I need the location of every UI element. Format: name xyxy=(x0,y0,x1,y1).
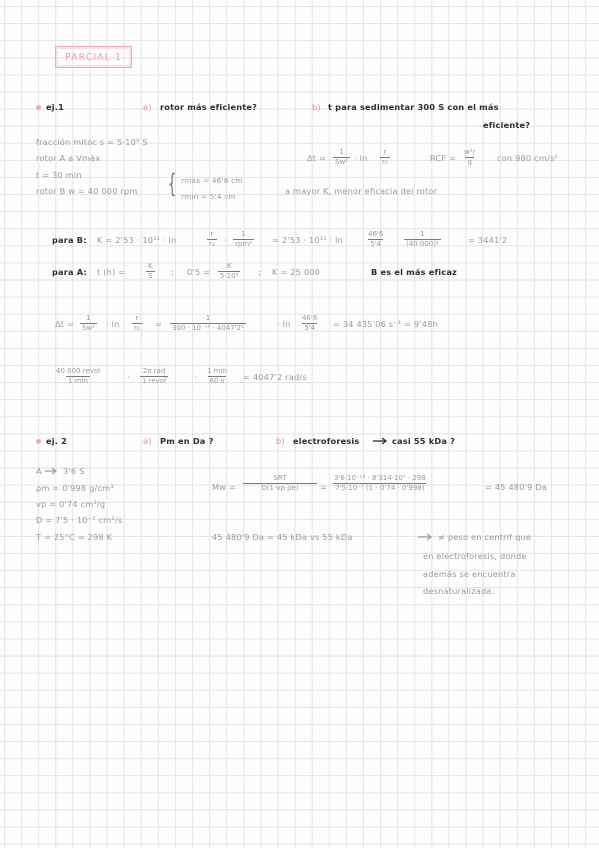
conv-result: = 4047'2 rad/s xyxy=(243,372,307,382)
equals: = xyxy=(155,319,163,329)
dot-operator: · xyxy=(223,235,226,245)
ex1-label: ej.1 xyxy=(46,102,64,112)
numerator: 46'6 xyxy=(302,314,318,322)
denominator: 300 · 10⁻¹³ · 4047'2² xyxy=(172,324,244,332)
data-line: ρm = 0'998 g/cm³ xyxy=(36,483,114,493)
para-a-expr3: K = 25 000 xyxy=(272,267,321,277)
para-a-label: para A: xyxy=(52,267,87,277)
ex2-a-letter: a) xyxy=(143,436,152,446)
para-a-expr1: t (h) = xyxy=(97,267,126,277)
data-line: 3'6 S xyxy=(63,466,85,476)
denominator: rpm² xyxy=(235,240,252,248)
para-a-expr2: 0'5 = xyxy=(187,267,211,277)
denominator: r₀ xyxy=(209,240,215,248)
mw-result: = 45 480'9 Da xyxy=(485,482,548,492)
data-line: D = 7'5 · 10⁻⁷ cm²/s xyxy=(36,515,123,525)
comparison-line: además se encuentra xyxy=(423,569,516,579)
ex2-a-question: Pm en Da ? xyxy=(160,436,214,446)
data-line: rotor B w = 40 000 rpm xyxy=(36,186,138,196)
data-line: A xyxy=(36,466,42,476)
numerator: SRT xyxy=(273,474,287,482)
para-b-expr: K = 2'53 · 10¹¹ · ln xyxy=(97,235,177,245)
fraction xyxy=(332,474,428,493)
delta-result: = 34 435'06 s⁻¹ = 9'48h xyxy=(333,319,438,329)
comparison-line: en electroforesis, donde xyxy=(423,551,527,561)
denominator: D(1-vp·ρe) xyxy=(243,483,317,493)
numerator: r xyxy=(210,230,214,238)
denominator: 5'4 xyxy=(370,240,382,248)
denominator: 5'4 xyxy=(304,324,316,332)
rcf-lhs: RCF = xyxy=(430,153,457,163)
ex1-a-question: rotor más eficiente? xyxy=(160,102,258,112)
fraction xyxy=(146,262,155,281)
equals: = xyxy=(320,482,328,492)
denominator: 5·10⁹ xyxy=(220,272,239,280)
comparison-tail: ≠ peso en centrif que xyxy=(438,532,532,542)
fraction xyxy=(205,367,229,386)
numerator: r xyxy=(135,314,139,322)
denominator: Sw² xyxy=(82,324,95,332)
comparison-text: 45 480'9 Da = 45 kDa vs 55 kDa xyxy=(212,532,353,542)
fraction xyxy=(380,148,390,167)
numerator: 40 000 revol xyxy=(56,367,101,375)
data-line: fracción mitoc s = 5·10⁹ S xyxy=(36,137,148,147)
data-line: vp = 0'74 cm³/g xyxy=(36,499,106,509)
ex1-a-letter: a) xyxy=(143,102,152,112)
fraction xyxy=(54,367,102,386)
denominator: 7'5·10⁻⁷ (1 - 0'74 · 0'998) xyxy=(335,484,425,492)
denominator: Sw² xyxy=(335,158,348,166)
data-line: T = 25°C = 298 K xyxy=(36,532,113,542)
formula-lhs: Δt = xyxy=(307,153,327,163)
fraction xyxy=(207,230,217,249)
numerator: 3'6·10⁻¹³ · 8'314·10⁷ · 298 xyxy=(334,474,426,482)
denominator: r₀ xyxy=(382,158,388,166)
conclusion-text: a mayor K, menor eficacia del rotor xyxy=(285,186,438,196)
fraction xyxy=(404,230,441,249)
mw-lhs: Mw = xyxy=(212,482,237,492)
numerator: 46'6 xyxy=(368,230,384,238)
numerator: K xyxy=(148,262,153,270)
numerator: w²r xyxy=(464,148,476,156)
para-a-conclusion: B es el más eficaz xyxy=(371,267,458,277)
fraction xyxy=(233,230,254,249)
fraction xyxy=(366,230,385,249)
fraction xyxy=(140,367,168,386)
ex2-b-question-tail: casi 55 kDa ? xyxy=(392,436,456,446)
numerator: 2π rad xyxy=(142,367,166,375)
data-line: rotor A a Vmáx xyxy=(36,153,101,163)
separator: ; xyxy=(171,267,174,277)
fraction xyxy=(132,314,142,333)
separator: ; xyxy=(258,267,261,277)
denominator: 1 min xyxy=(68,377,88,385)
denominator: (40 000)² xyxy=(406,240,439,248)
ex2-b-question: electroforesis xyxy=(293,436,360,446)
denominator: S xyxy=(148,272,153,280)
comparison-line: desnaturalizada. xyxy=(423,586,495,596)
numerator: 1 xyxy=(339,148,344,156)
rmax-value: rmáx = 46'6 cm xyxy=(181,176,243,185)
fraction xyxy=(80,314,97,333)
denominator: g xyxy=(467,158,472,166)
numerator: 1 xyxy=(420,230,425,238)
arrow-right-icon xyxy=(45,467,59,475)
rcf-tail: con 980 cm/s² xyxy=(497,153,558,163)
numerator: K xyxy=(226,262,232,270)
numerator: r xyxy=(383,148,387,156)
dot-operator: · xyxy=(194,372,197,382)
numerator: 1 xyxy=(205,314,211,322)
brace-symbol: { xyxy=(168,169,177,199)
denominator: 60 s xyxy=(209,377,225,385)
data-line: t = 30 min xyxy=(36,170,82,180)
ex2-b-letter: b) xyxy=(276,436,285,446)
ln-operator: · ln xyxy=(277,319,291,329)
bullet-dot xyxy=(36,105,41,110)
fraction xyxy=(300,314,319,333)
ln-operator: · ln xyxy=(354,153,368,163)
denominator: 1 revol xyxy=(142,377,167,385)
fraction xyxy=(170,314,246,333)
numerator: 1 min xyxy=(207,367,227,375)
ln-operator: · ln xyxy=(106,319,120,329)
para-b-expr2: = 2'53 · 10¹¹ · ln xyxy=(272,235,344,245)
para-b-result: = 3441'2 xyxy=(468,235,508,245)
ex1-b-question-line1: t para sedimentar 300 S con el más xyxy=(328,102,499,112)
delta-lhs: Δt = xyxy=(55,319,75,329)
page-title: PARCIAL 1 xyxy=(55,46,132,68)
para-b-label: para B: xyxy=(52,235,87,245)
denominator: r₀ xyxy=(134,324,140,332)
fraction xyxy=(462,148,477,167)
dot-operator: · xyxy=(127,372,130,382)
fraction xyxy=(333,148,350,167)
numerator: 1 xyxy=(241,230,246,238)
fraction xyxy=(218,262,240,281)
ex1-b-letter: b) xyxy=(312,102,321,112)
ex2-label: ej. 2 xyxy=(46,436,68,446)
arrow-right-icon xyxy=(373,437,389,445)
arrow-right-icon xyxy=(418,533,434,541)
fraction xyxy=(243,474,317,493)
bullet-dot xyxy=(36,439,41,444)
numerator: 1 xyxy=(86,314,91,322)
rmin-value: rmín = 5'4 cm xyxy=(181,192,236,201)
ex1-b-question-line2: eficiente? xyxy=(483,120,531,130)
